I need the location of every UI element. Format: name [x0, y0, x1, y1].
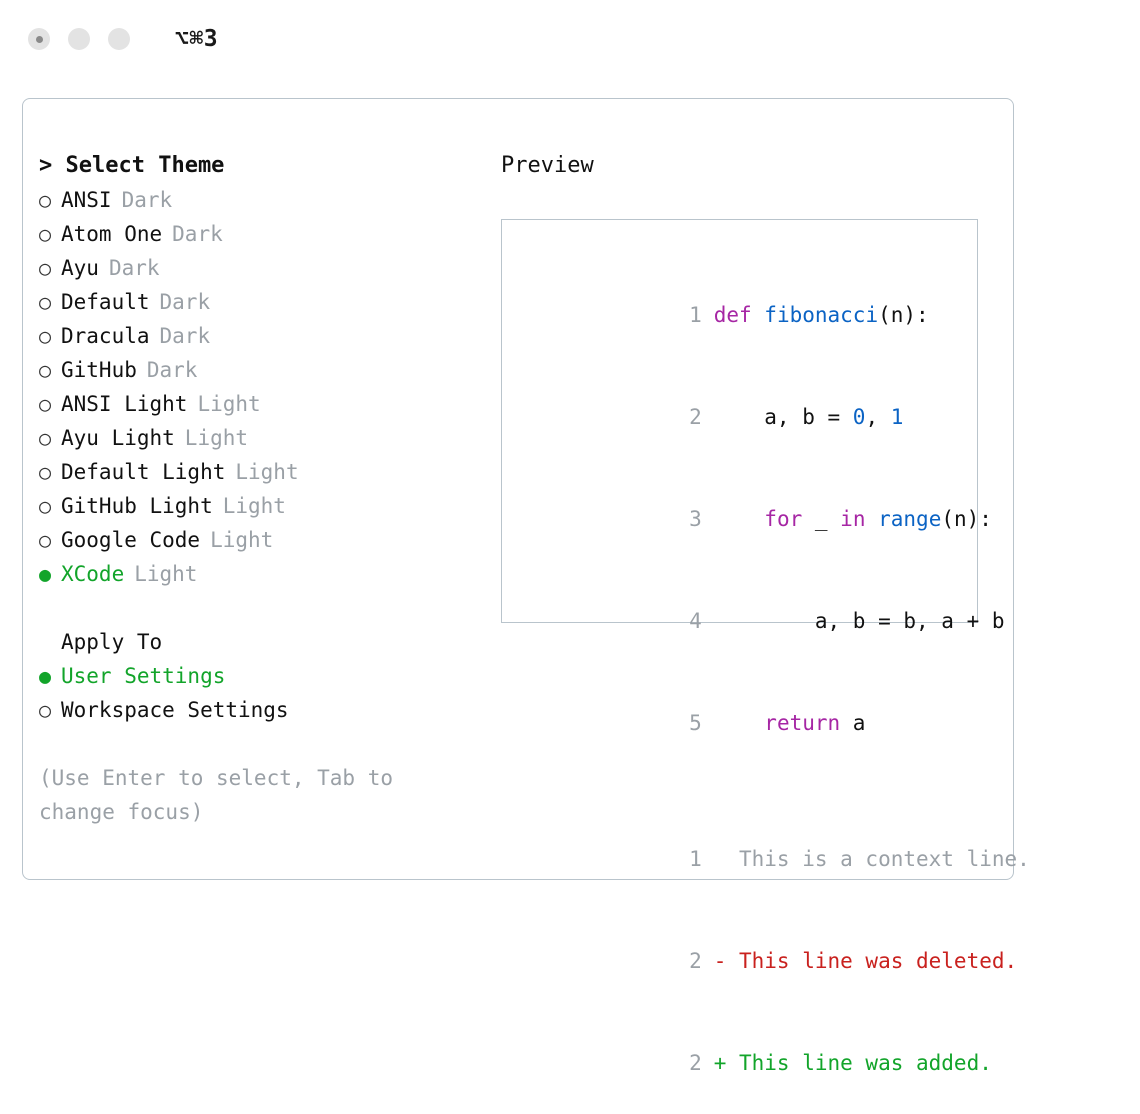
theme-item-label: GitHub Light [61, 494, 213, 518]
theme-item-label: Google Code [61, 528, 201, 552]
theme-item-github-light[interactable] [39, 489, 479, 523]
code-token [714, 507, 765, 531]
preview-heading: Preview [501, 153, 594, 178]
radio-icon[interactable]: ○ [39, 324, 52, 348]
radio-icon[interactable]: ○ [39, 222, 52, 246]
theme-item-ayu-light[interactable] [39, 421, 479, 455]
apply-to-item-user-settings[interactable] [39, 659, 479, 693]
apply-to-list[interactable] [39, 659, 479, 727]
window-dot-active-icon[interactable] [28, 28, 50, 50]
theme-item-label: GitHub [61, 358, 137, 382]
theme-item-variant: Dark [146, 358, 198, 382]
theme-item-dracula[interactable] [39, 319, 479, 353]
diff-line-context [524, 808, 1030, 910]
code-token: a [840, 711, 866, 735]
theme-column [39, 149, 479, 829]
code-token: a, b = [713, 405, 853, 429]
theme-item-variant: Dark [159, 290, 211, 314]
code-token: return [764, 711, 841, 735]
radio-icon[interactable]: ○ [39, 494, 52, 518]
code-line [524, 366, 977, 468]
code-token: def [713, 303, 765, 327]
radio-icon[interactable]: ○ [39, 698, 52, 722]
radio-icon[interactable]: ○ [39, 358, 52, 382]
code-token: a, b = b, a + b [713, 609, 1005, 633]
code-token [865, 507, 878, 531]
theme-item-label: Atom One [61, 222, 163, 246]
theme-item-variant: Dark [121, 188, 173, 212]
line-number: 1 [689, 847, 702, 871]
theme-item-variant: Dark [108, 256, 160, 280]
diff-line-deleted [524, 910, 1018, 1012]
code-line [524, 672, 977, 774]
diff-text: This is a context line. [713, 847, 1030, 871]
code-line [524, 468, 992, 570]
theme-item-xcode[interactable] [39, 557, 479, 591]
spacer [39, 591, 479, 625]
window-dot-icon-2[interactable] [68, 28, 90, 50]
theme-item-label: Ayu Light [61, 426, 175, 450]
theme-item-variant: Dark [159, 324, 211, 348]
theme-item-label: Dracula [61, 324, 150, 348]
radio-icon[interactable]: ○ [39, 392, 52, 416]
radio-icon[interactable]: ○ [39, 426, 52, 450]
theme-item-ayu[interactable] [39, 251, 479, 285]
radio-icon[interactable]: ○ [39, 528, 52, 552]
line-number: 2 [689, 949, 702, 973]
diff-line-added [524, 1012, 992, 1114]
theme-item-ansi-light[interactable] [39, 387, 479, 421]
line-number: 2 [689, 405, 702, 429]
line-number: 2 [689, 1051, 702, 1075]
code-token: fibonacci [764, 303, 879, 327]
theme-selector-panel [22, 98, 1030, 1075]
preview-box [501, 219, 1030, 1075]
apply-to-item-workspace-settings[interactable] [39, 693, 479, 727]
apply-to-item-label: User Settings [61, 664, 226, 688]
theme-item-github[interactable] [39, 353, 479, 387]
theme-item-variant: Light [235, 460, 299, 484]
apply-to-item-label: Workspace Settings [61, 698, 289, 722]
spacer [524, 774, 977, 808]
theme-list[interactable] [39, 183, 479, 591]
theme-item-variant: Light [184, 426, 249, 450]
theme-item-label: ANSI [61, 188, 112, 212]
line-number: 3 [689, 507, 702, 531]
line-number: 4 [689, 609, 702, 633]
keyboard-shortcut-label: ⌥⌘3 [175, 26, 219, 52]
theme-item-label: Default Light [61, 460, 226, 484]
code-token: (n): [878, 303, 929, 327]
diff-text: - This line was deleted. [713, 949, 1018, 973]
theme-item-atom-one[interactable] [39, 217, 479, 251]
theme-item-variant: Light [134, 562, 198, 586]
code-token: range [878, 507, 942, 531]
theme-item-variant: Dark [172, 222, 223, 246]
radio-selected-icon[interactable]: ● [39, 664, 52, 688]
theme-item-variant: Light [222, 494, 286, 518]
theme-item-label: Ayu [61, 256, 99, 280]
theme-item-default[interactable] [39, 285, 479, 319]
radio-selected-icon[interactable]: ● [39, 562, 52, 586]
code-token: in [840, 507, 866, 531]
code-line [524, 570, 1005, 672]
diff-text: + This line was added. [713, 1051, 992, 1075]
theme-item-variant: Light [197, 392, 261, 416]
code-line [524, 264, 977, 366]
theme-item-ansi[interactable] [39, 183, 479, 217]
keyboard-hint-text: (Use Enter to select, Tab to change focus) [39, 766, 406, 824]
select-theme-heading: > Select Theme [39, 153, 225, 178]
code-token: _ [802, 507, 841, 531]
radio-icon[interactable]: ○ [39, 188, 52, 212]
theme-item-label: XCode [61, 562, 125, 586]
code-token: 1 [890, 405, 904, 429]
line-number: 5 [689, 711, 702, 735]
code-token: 0 [852, 405, 866, 429]
code-token: (n): [941, 507, 992, 531]
theme-item-variant: Light [210, 528, 274, 552]
radio-icon[interactable]: ○ [39, 460, 52, 484]
theme-item-label: ANSI Light [61, 392, 188, 416]
radio-icon[interactable]: ○ [39, 256, 52, 280]
window-controls[interactable] [28, 28, 130, 50]
radio-icon[interactable]: ○ [39, 290, 52, 314]
apply-to-heading: Apply To [61, 630, 163, 654]
line-number: 1 [689, 303, 702, 327]
code-token: for [764, 507, 803, 531]
title-bar [0, 0, 1140, 78]
theme-item-label: Default [61, 290, 150, 314]
code-token: , [865, 405, 891, 429]
window-dot-icon-3[interactable] [108, 28, 130, 50]
theme-item-default-light[interactable] [39, 455, 479, 489]
code-token [714, 711, 765, 735]
preview-column [501, 149, 1030, 1075]
theme-item-google-code[interactable] [39, 523, 479, 557]
